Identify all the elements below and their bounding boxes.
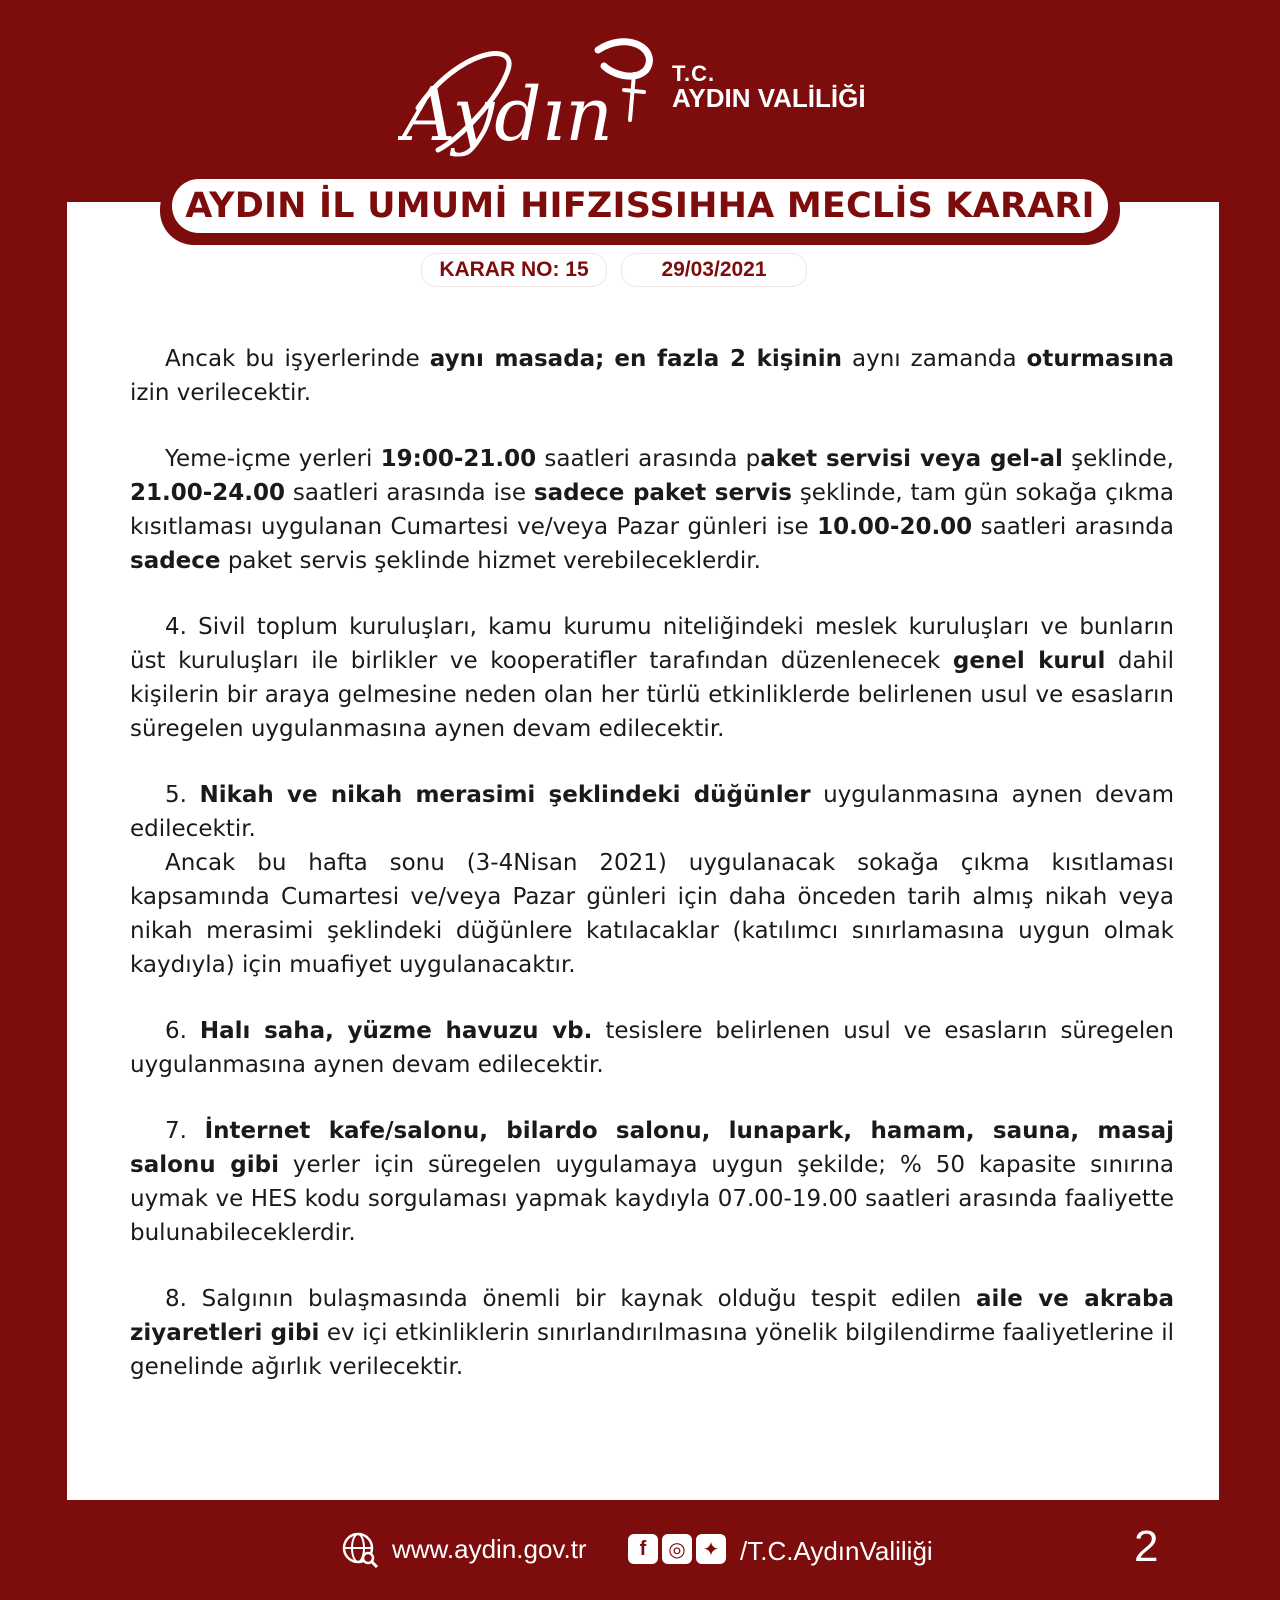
paragraph-6: 6. Halı saha, yüzme havuzu vb. tesislere belirlenen usul ve esasların süregelen uygulanmasına aynen devam edilecektir. (130, 1018, 1174, 1078)
instagram-icon[interactable]: ◎ (662, 1534, 692, 1564)
paragraph-1: Ancak bu işyerlerinde aynı masada; en fazla 2 kişinin aynı zamanda oturmasına izin verilecektir. (130, 346, 1174, 406)
page-title: AYDIN İL UMUMİ HIFZISSIHHA MECLİS KARARI (172, 179, 1108, 233)
logo-script-text: Aydın (402, 72, 613, 158)
title-bar (160, 175, 1120, 245)
decision-date: 29/03/2021 (622, 254, 806, 286)
document-body (130, 342, 1174, 1384)
facebook-icon[interactable]: f (628, 1534, 658, 1564)
org-line1: T.C. (672, 61, 716, 86)
twitter-icon[interactable]: ✦ (696, 1534, 726, 1564)
social-icons (628, 1534, 726, 1564)
paragraph-4: 4. Sivil toplum kuruluşları, kamu kurumu niteliğindeki meslek kuruluşları ve bunların üst kuruluşları ile birlikler ve kooperatifler tarafından düzenlenecek genel kurul dahil kişilerin bir araya gelmesine neden olan her türlü etkinliklerde belirlenen usul ve esasların süregelen uygulanmasına aynen devam edilecektir. (130, 614, 1174, 742)
paragraph-7: 7. İnternet kafe/salonu, bilardo salonu, lunapark, hamam, sauna, masaj salonu gibi yerler için süregelen uygulamaya uygun şekilde; % 50 kapasite sınırına uymak ve HES kodu sorgulaması yapmak kaydıyla 07.00-19.00 saatleri arasında faaliyette bulunabileceklerdir. (130, 1118, 1174, 1246)
org-line2: AYDIN VALİLİĞİ (672, 83, 866, 114)
header (0, 0, 1280, 180)
org-name (672, 62, 866, 112)
decision-number: KARAR NO: 15 (422, 254, 606, 286)
paragraph-5: 5. Nikah ve nikah merasimi şeklindeki düğünler uygulanmasına aynen devam edilecektir. (130, 782, 1174, 842)
paragraph-5-note: Ancak bu hafta sonu (3-4Nisan 2021) uygulanacak sokağa çıkma kısıtlaması kapsamında Cumartesi ve/veya Pazar günleri için daha önceden tarih almış nikah veya nikah merasimi şeklindeki düğünlere katılacaklar (katılımcı sınırlamasına uygun olmak kaydıyla) için muafiyet uygulanacaktır. (130, 850, 1174, 978)
paragraph-2: Yeme-içme yerleri 19:00-21.00 saatleri arasında paket servisi veya gel-al şeklinde, 21.00-24.00 saatleri arasında ise sadece paket servis şeklinde, tam gün sokağa çıkma kısıtlaması uygulanan Cumartesi ve/veya Pazar günleri ise 10.00-20.00 saatleri arasında sadece paket servis şeklinde hizmet verebileceklerdir. (130, 446, 1175, 574)
paragraph-8: 8. Salgının bulaşmasında önemli bir kaynak olduğu tespit edilen aile ve akraba ziyaretleri gibi ev içi etkinliklerin sınırlandırılmasına yönelik bilgilendirme faaliyetlerine il genelinde ağırlık verilecektir. (130, 1286, 1174, 1380)
aydin-logo (398, 30, 668, 170)
footer (0, 1500, 1280, 1600)
social-handle: /T.C.AydınValiliği (740, 1536, 933, 1566)
page-number: 2 (1134, 1522, 1159, 1571)
globe-icon (340, 1530, 380, 1570)
website-link[interactable]: www.aydin.gov.tr (392, 1534, 587, 1564)
